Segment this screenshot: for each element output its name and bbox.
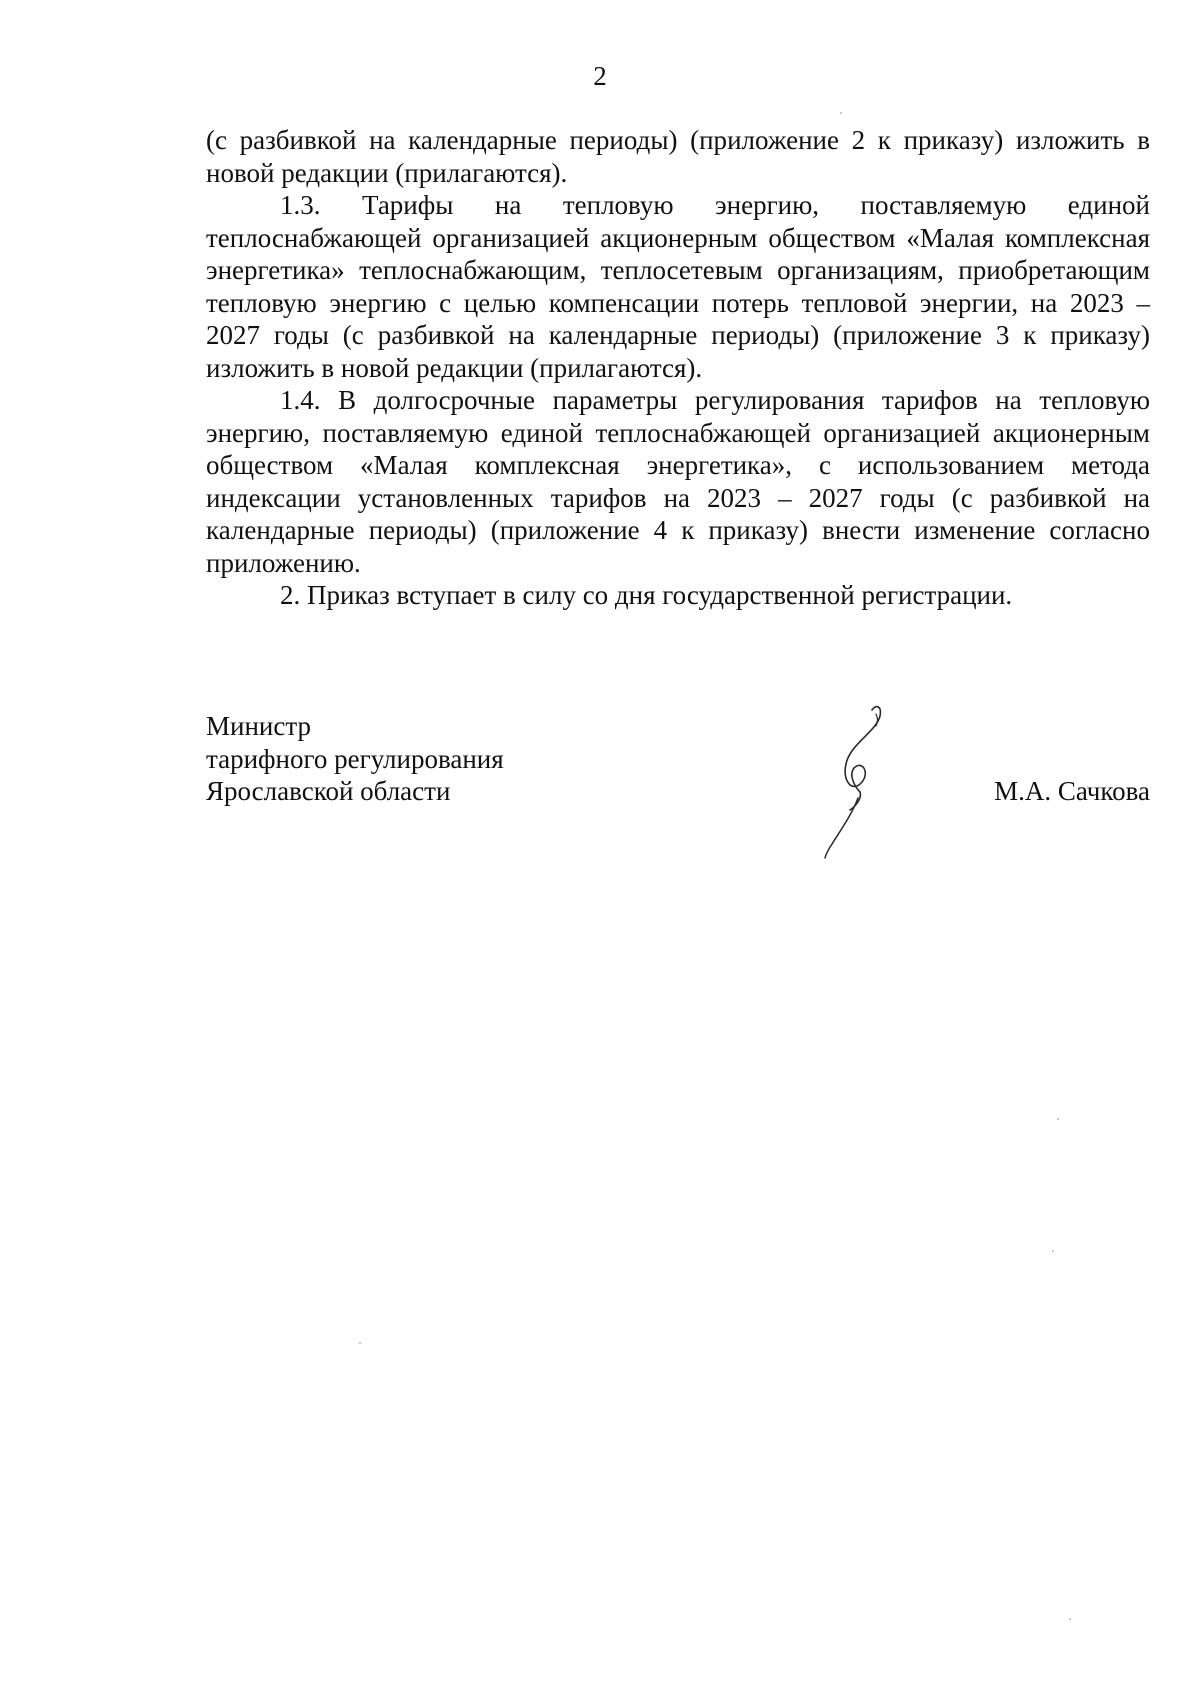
handwritten-signature	[806, 702, 916, 862]
paragraph-2: 2. Приказ вступает в силу со дня государственной регистрации.	[280, 580, 1013, 610]
scan-speck	[840, 112, 842, 114]
signer-name: М.А. Сачкова	[994, 776, 1150, 806]
signer-position	[206, 710, 504, 808]
paragraph-1-3: 1.3. Тарифы на тепловую энергию, поставляемую единой теплоснабжающей организацией акционерным обществом «Малая комплексная энергетика» теплоснабжающим, теплосетевым организациям, приобретающим тепловую энергию с целью компенсации потерь тепловой энергии, на 2023 – 2027 годы (с разбивкой на календарные периоды) (приложение 3 к приказу) изложить в новой редакции (прилагаются).	[206, 190, 1150, 383]
signer-position-line: Ярославской области	[206, 776, 451, 806]
paragraph-1-4: 1.4. В долгосрочные параметры регулирования тарифов на тепловую энергию, поставляемую единой теплоснабжающей организацией акционерным обществом «Малая комплексная энергетика», с использованием метода индексации установленных тарифов на 2023 – 2027 годы (с разбивкой на календарные периоды) (приложение 4 к приказу) внести изменение согласно приложению.	[206, 385, 1150, 578]
signer-position-line: тарифного регулирования	[206, 743, 504, 774]
page-number: 2	[593, 61, 607, 91]
document-body	[206, 124, 1150, 612]
scan-speck	[1069, 1618, 1071, 1620]
scan-speck	[359, 1342, 361, 1344]
scan-speck	[1057, 1118, 1059, 1120]
paragraph-continuation: (с разбивкой на календарные периоды) (приложение 2 к приказу) изложить в новой редакции (прилагаются).	[206, 125, 1150, 188]
scan-speck	[1052, 1250, 1054, 1252]
signer-position-line: Министр	[206, 711, 311, 741]
signature-block	[206, 710, 1150, 890]
